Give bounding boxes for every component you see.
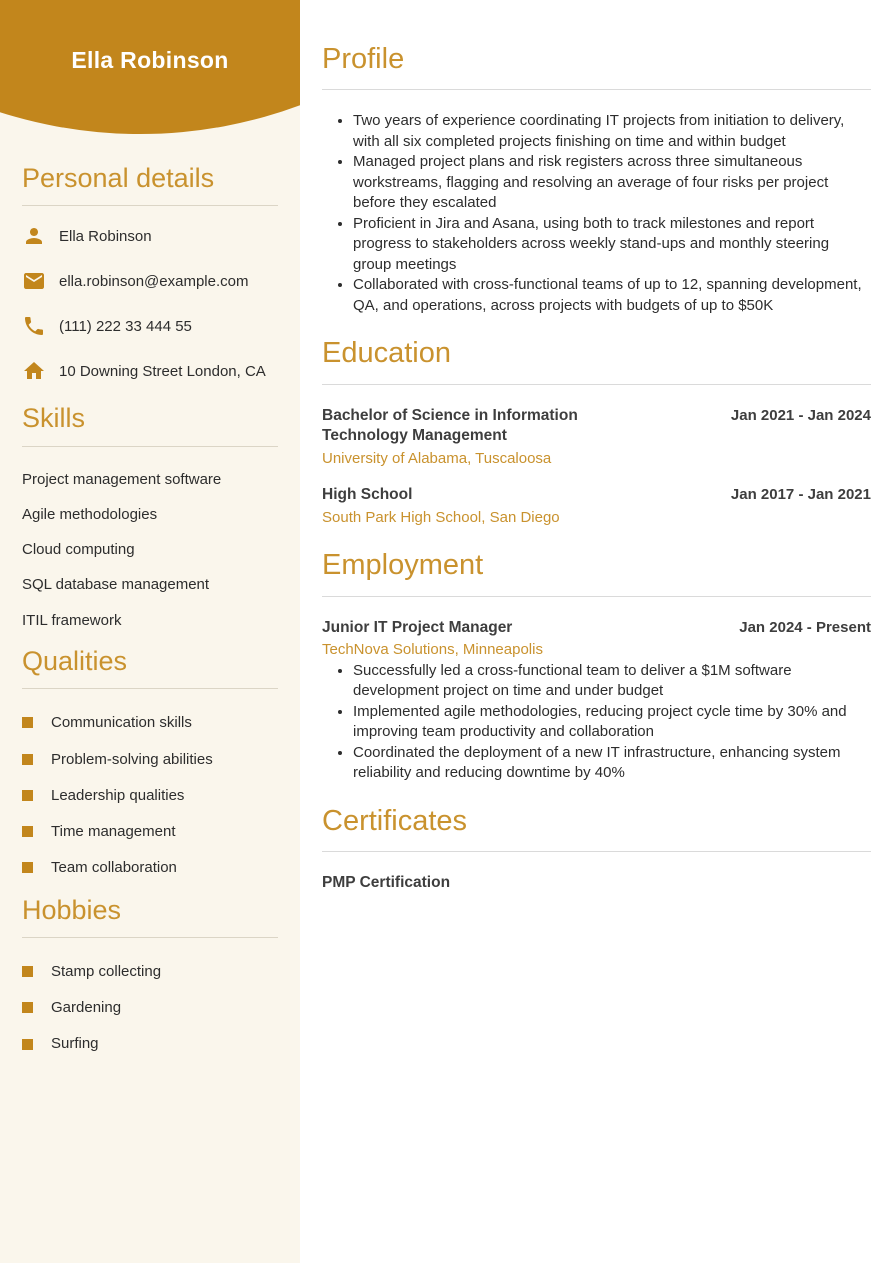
hobbies-heading: Hobbies [22, 894, 122, 925]
contact-row-phone [22, 314, 278, 338]
skill-item: Agile methodologies [22, 505, 158, 523]
main-content [300, 0, 893, 1263]
employment-entry-head [322, 618, 871, 639]
hobby-item [22, 963, 278, 980]
hobby-label: Gardening [51, 999, 122, 1017]
company-name: TechNova Solutions, Minneapolis [322, 641, 543, 659]
quality-label: Problem-solving abilities [51, 750, 213, 768]
section-divider [22, 205, 278, 206]
employment-section [322, 550, 871, 783]
square-bullet-icon [22, 790, 33, 801]
education-section [322, 338, 871, 528]
quality-label: Team collaboration [51, 859, 177, 877]
section-divider [22, 688, 278, 689]
contact-name-text: Ella Robinson [59, 227, 152, 245]
quality-item [22, 751, 278, 768]
sidebar-header [0, 0, 300, 140]
skills-section [22, 404, 278, 629]
job-title: Junior IT Project Manager [322, 618, 513, 636]
sidebar-body [0, 164, 300, 1053]
degree-title: High School [322, 486, 413, 504]
contact-list [22, 224, 278, 383]
hobby-label: Stamp collecting [51, 962, 162, 980]
email-icon [22, 269, 46, 293]
skill-item: Cloud computing [22, 541, 135, 559]
profile-bullet: • Managed project plans and risk registers across three simultaneous workstreams, flagging and resolving an average of four risks per project before they escalated [353, 152, 871, 214]
employment-dates: Jan 2024 - Present [739, 618, 871, 636]
section-divider [322, 89, 871, 90]
section-divider [22, 446, 278, 447]
quality-label: Leadership qualities [51, 786, 185, 804]
section-divider [322, 384, 871, 385]
sidebar [0, 0, 300, 1263]
certificates-section [322, 806, 871, 892]
hobby-item [22, 999, 278, 1016]
profile-bullet: • Collaborated with cross-functional teams of up to 12, spanning development, QA, and operations, across projects with budgets of up to $50K [353, 275, 871, 316]
section-divider [22, 937, 278, 938]
quality-label: Time management [51, 823, 176, 841]
hobby-item [22, 1035, 278, 1052]
quality-item [22, 823, 278, 840]
certificates-heading: Certificates [322, 804, 468, 837]
square-bullet-icon [22, 717, 33, 728]
contact-row-address [22, 359, 278, 383]
contact-row-email [22, 269, 278, 293]
degree-title: Bachelor of Science in Information Technology Management [322, 406, 578, 445]
square-bullet-icon [22, 754, 33, 765]
person-icon [22, 224, 46, 248]
home-icon [22, 359, 46, 383]
qualities-section [22, 647, 278, 877]
profile-bullet: • Proficient in Jira and Asana, using both to track milestones and report progress to stakeholders across weekly stand-ups and monthly steering group meetings [353, 214, 871, 276]
certificate-item: PMP Certification [322, 874, 451, 892]
employment-bullet: • Implemented agile methodologies, reducing project cycle time by 30% and improving team productivity and collaboration [353, 702, 871, 743]
personal-details-heading: Personal details [22, 163, 215, 193]
skill-item: ITIL framework [22, 611, 122, 629]
contact-phone-text: (111) 222 33 444 55 [59, 317, 192, 335]
qualities-list [22, 714, 278, 876]
profile-heading: Profile [322, 43, 405, 75]
education-heading: Education [322, 337, 451, 370]
skills-heading: Skills [22, 403, 86, 434]
education-dates: Jan 2021 - Jan 2024 [730, 406, 871, 424]
education-entry-head [322, 485, 871, 506]
qualities-heading: Qualities [22, 645, 128, 676]
skills-list [22, 471, 278, 629]
square-bullet-icon [22, 826, 33, 837]
institution-name: University of Alabama, Tuscaloosa [322, 449, 552, 467]
section-divider [322, 851, 871, 852]
contact-email-text: ella.robinson@example.com [59, 272, 249, 290]
education-entry [322, 406, 871, 470]
employment-bullet: • Coordinated the deployment of a new IT infrastructure, enhancing system reliability and reducing downtime by 40% [353, 743, 871, 784]
quality-item [22, 859, 278, 876]
skill-item: SQL database management [22, 576, 210, 594]
candidate-name: Ella Robinson [71, 47, 229, 73]
quality-label: Communication skills [51, 714, 192, 732]
square-bullet-icon [22, 862, 33, 873]
phone-icon [22, 314, 46, 338]
personal-details-section [22, 164, 278, 383]
profile-section [322, 44, 871, 316]
profile-bullet: • Two years of experience coordinating IT projects from initiation to delivery, with all six completed projects finishing on time and within budget [353, 111, 871, 152]
square-bullet-icon [22, 1039, 33, 1050]
quality-item [22, 714, 278, 731]
education-dates: Jan 2017 - Jan 2021 [730, 486, 871, 504]
institution-name: South Park High School, San Diego [322, 508, 560, 526]
hobbies-list [22, 963, 278, 1053]
contact-address-text: 10 Downing Street London, CA [59, 362, 266, 380]
employment-entry [322, 618, 871, 784]
hobby-label: Surfing [51, 1035, 99, 1053]
square-bullet-icon [22, 966, 33, 977]
education-entry [322, 485, 871, 528]
employment-bullet-list [322, 661, 871, 784]
education-entry-head [322, 406, 871, 447]
contact-row-name [22, 224, 278, 248]
hobbies-section [22, 896, 278, 1053]
quality-item [22, 787, 278, 804]
employment-heading: Employment [322, 549, 484, 582]
section-divider [322, 596, 871, 597]
square-bullet-icon [22, 1002, 33, 1013]
profile-bullet-list [322, 111, 871, 316]
employment-bullet: • Successfully led a cross-functional team to deliver a $1M software development project on time and under budget [353, 661, 871, 702]
skill-item: Project management software [22, 470, 222, 488]
